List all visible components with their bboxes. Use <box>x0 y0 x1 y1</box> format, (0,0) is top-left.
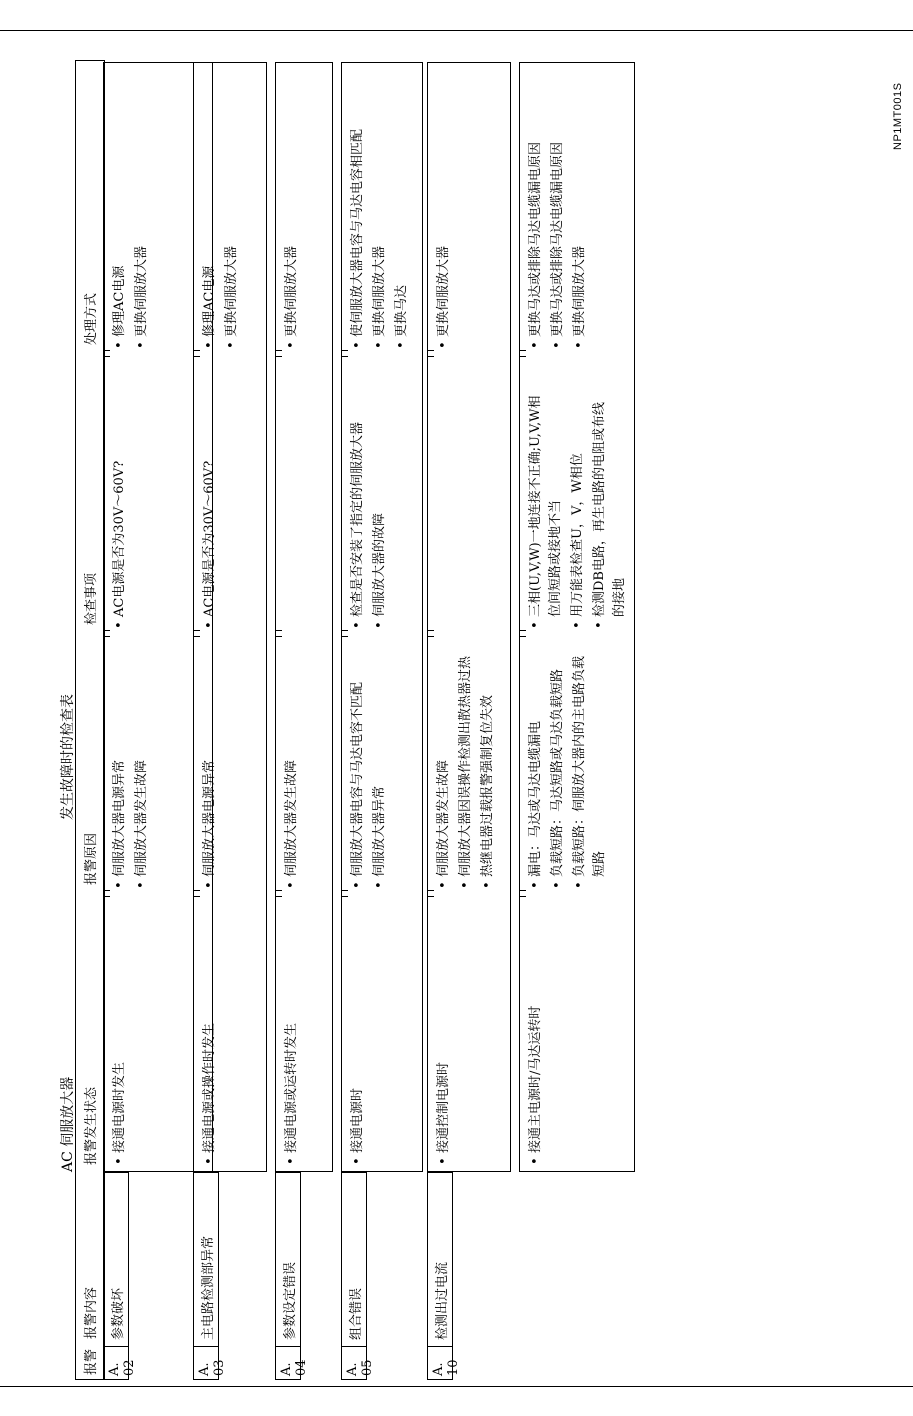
column-tick <box>428 890 434 897</box>
column-tick <box>520 350 526 357</box>
state-item: • 接通控制电源时 <box>434 907 454 1167</box>
row-frame <box>341 62 423 1172</box>
table-row <box>341 60 425 1380</box>
alarm-box <box>275 1172 301 1380</box>
table-row <box>427 60 513 1380</box>
table-row <box>519 60 637 1380</box>
fix-list <box>434 71 454 351</box>
cause-item: • 伺服放大器异常 <box>370 651 390 891</box>
cell-state <box>526 907 548 1167</box>
column-tick <box>194 630 200 637</box>
row-frame <box>427 62 511 1172</box>
cell-check <box>526 391 632 631</box>
cell-fix <box>282 71 304 351</box>
check-list <box>526 391 630 631</box>
fix-item: • 更换伺服放大器 <box>370 71 390 351</box>
row-frame <box>193 62 267 1172</box>
cause-list <box>526 651 610 891</box>
column-tick <box>104 890 110 897</box>
cell-state <box>282 907 304 1167</box>
fix-item: • 更换伺服放大器 <box>132 71 152 351</box>
column-tick <box>520 630 526 637</box>
state-item: • 接通电源或操作时发生 <box>200 907 220 1167</box>
fix-list <box>200 71 242 351</box>
alarm-code: A. 10 <box>427 1346 453 1380</box>
cause-item: • 热继电器过载报警强制复位失效 <box>478 651 498 891</box>
header-content: 报警内容 <box>84 1286 99 1339</box>
state-list <box>526 907 546 1167</box>
cause-item: • 负载短路：马达短路或马达负载短路 <box>548 651 568 891</box>
check-item: • AC电源是否为30V～60V? <box>110 391 130 631</box>
fix-item: • 更换马达或排除马达电缆漏电原因 <box>548 71 568 351</box>
state-item: • 接通电源时 <box>348 907 368 1167</box>
fix-item: • 使伺服放大器电容与马达电容相匹配 <box>348 71 368 351</box>
header-check: 检查事项 <box>84 572 99 625</box>
cell-check <box>200 391 222 631</box>
fix-item: • 更换伺服放大器 <box>222 71 242 351</box>
column-tick <box>194 350 200 357</box>
alarm-code: A. 02 <box>103 1346 129 1380</box>
cause-item: • 负载短路：伺服放大器内的主电路负载短路 <box>570 651 610 891</box>
fix-item: • 修理AC电源 <box>110 71 130 351</box>
cause-item: • 漏电：马达或马达电缆漏电 <box>526 651 546 891</box>
table-row <box>275 60 335 1380</box>
column-tick <box>276 890 282 897</box>
state-list <box>110 907 130 1167</box>
bottom-rule <box>0 1386 913 1387</box>
cell-state <box>110 907 132 1167</box>
alarm-box <box>341 1172 367 1380</box>
column-tick <box>342 350 348 357</box>
header-state: 报警发生状态 <box>84 1086 99 1165</box>
cause-item: • 伺服放大器因误操作检测出散热器过热 <box>456 651 476 891</box>
fix-item: • 更换马达 <box>392 71 412 351</box>
alarm-box <box>103 1172 129 1380</box>
column-headers <box>75 60 105 1380</box>
state-list <box>434 907 454 1167</box>
cause-item: • 伺服放大器电源异常 <box>200 651 220 891</box>
fix-item: • 更换马达或排除马达电缆漏电原因 <box>526 71 546 351</box>
cell-cause <box>348 651 392 891</box>
column-tick <box>428 630 434 637</box>
alarm-box <box>427 1172 453 1380</box>
cell-cause <box>282 651 304 891</box>
state-item: • 接通主电源时/马达运转时 <box>526 907 546 1167</box>
column-tick <box>428 350 434 357</box>
fix-item: • 更换伺服放大器 <box>282 71 302 351</box>
cell-cause <box>110 651 154 891</box>
check-item: • 检查是否安装了指定的伺服放大器 <box>348 391 368 631</box>
cell-state <box>200 907 222 1167</box>
alarm-code: A. 05 <box>341 1346 367 1380</box>
column-tick <box>342 630 348 637</box>
column-tick <box>520 890 526 897</box>
cause-item: • 伺服放大器发生故障 <box>282 651 302 891</box>
cell-fix <box>200 71 244 351</box>
cause-item: • 伺服放大器电容与马达电容不匹配 <box>348 651 368 891</box>
cell-fix <box>526 71 592 351</box>
cell-cause <box>200 651 222 891</box>
table-row <box>193 60 269 1380</box>
row-frame <box>275 62 333 1172</box>
header-cause: 报警原因 <box>84 832 99 885</box>
column-tick <box>104 630 110 637</box>
fix-list <box>526 71 590 351</box>
rotated-table-page <box>60 60 904 1380</box>
state-list <box>200 907 220 1167</box>
cell-fix <box>348 71 414 351</box>
fix-item: • 更换伺服放大器 <box>570 71 590 351</box>
cell-state <box>434 907 456 1167</box>
alarm-content: 组合错误 <box>349 1287 364 1340</box>
check-list <box>110 391 130 631</box>
check-item: • AC电源是否为30V～60V? <box>200 391 220 631</box>
state-item: • 接通电源或运转时发生 <box>282 907 302 1167</box>
cell-check <box>348 391 392 631</box>
cause-item: • 伺服放大器发生故障 <box>434 651 454 891</box>
top-rule <box>0 30 913 31</box>
column-tick <box>342 890 348 897</box>
column-tick <box>276 630 282 637</box>
cause-list <box>348 651 390 891</box>
alarm-content: 主电路检测部异常 <box>201 1235 216 1340</box>
header-fix: 处理方式 <box>84 292 99 345</box>
cell-fix <box>434 71 456 351</box>
fix-item: • 修理AC电源 <box>200 71 220 351</box>
check-item: • 用万能表检查U，V，W相位 <box>568 391 588 631</box>
cell-state <box>348 907 370 1167</box>
row-frame <box>519 62 635 1172</box>
cause-list <box>434 651 498 891</box>
fix-list <box>282 71 302 351</box>
doc-code: NP1MT001S <box>892 82 904 150</box>
column-tick <box>276 350 282 357</box>
column-tick <box>104 350 110 357</box>
column-tick <box>194 890 200 897</box>
fix-item: • 更换伺服放大器 <box>434 71 454 351</box>
check-item: • 伺服放大器的故障 <box>370 391 390 631</box>
cell-cause <box>526 651 612 891</box>
cause-list <box>110 651 152 891</box>
cause-list <box>200 651 220 891</box>
header-alarm: 报警 <box>84 1348 99 1375</box>
alarm-content: 参数破坏 <box>111 1287 126 1340</box>
alarm-code: A. 03 <box>193 1346 219 1380</box>
cell-cause <box>434 651 500 891</box>
table-title: 发生故障时的检查表 <box>60 694 76 820</box>
state-item: • 接通电源时发生 <box>110 907 130 1167</box>
cause-list <box>282 651 302 891</box>
state-list <box>282 907 302 1167</box>
cell-check <box>110 391 132 631</box>
cause-item: • 伺服放大器发生故障 <box>132 651 152 891</box>
cell-fix <box>110 71 154 351</box>
fix-list <box>348 71 412 351</box>
section-title: AC 伺服放大器 <box>60 1076 76 1172</box>
alarm-box <box>193 1172 219 1380</box>
state-list <box>348 907 368 1167</box>
alarm-code: A. 04 <box>275 1346 301 1380</box>
check-item: • 检测DB电路，再生电路的电阻或布线的接地 <box>590 391 630 631</box>
alarm-content: 参数设定错误 <box>283 1261 298 1340</box>
alarm-content: 检测出过电流 <box>435 1261 450 1340</box>
check-list <box>348 391 390 631</box>
fix-list <box>110 71 152 351</box>
check-list <box>200 391 220 631</box>
cause-item: • 伺服放大器电源异常 <box>110 651 130 891</box>
check-item: • 三相(U,V,W)一地连接不正确;U,V,W相位间短路或接地不当 <box>526 391 566 631</box>
